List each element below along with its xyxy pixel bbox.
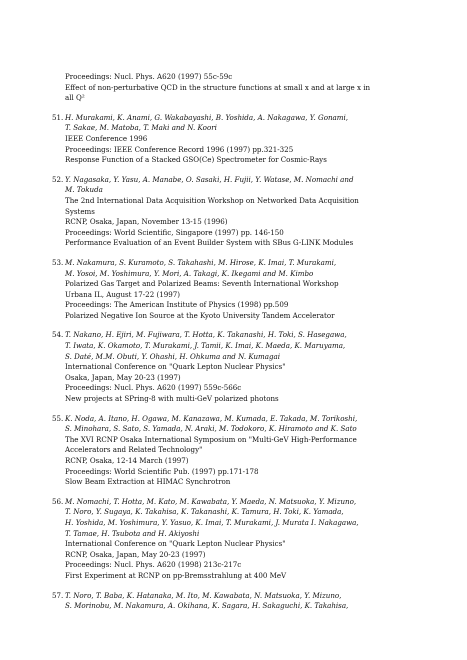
reference-line: First Experiment at RCNP on pp-Bremsstrahlung at 400 MeV <box>65 570 287 580</box>
reference-line: Urbana IL, August 17-22 (1997) <box>65 289 181 299</box>
reference-line: The XVI RCNP Osaka International Symposium on "Multi-GeV High-Performance <box>65 434 357 444</box>
reference-line: Polarized Gas Target and Polarized Beams: Seventh International Workshop <box>65 279 339 289</box>
reference-authors: S. Morinobu, M. Nakamura, A. Okihana, K. Sagara, H. Sakaguchi, K. Takahisa, <box>65 601 349 611</box>
reference-authors: T. Sakae, M. Matoba, T. Maki and N. Koori <box>65 123 217 133</box>
reference-authors: T. Noro, Y. Sugaya, K. Takahisa, K. Takanashi, K. Tamura, H. Toki, K. Yamada, <box>65 507 344 517</box>
reference-number: 55. <box>52 413 64 423</box>
reference-authors: T. Nakano, H. Ejiri, M. Fujiwara, T. Hotta, K. Takanashi, H. Toki, S. Hasegawa, <box>65 330 347 340</box>
reference-authors: T. Noro, T. Baba, K. Hatanaka, M. Ito, M. Kawabata, N. Matsuoka, Y. Mizuno, <box>65 590 342 600</box>
reference-entry <box>53 330 425 404</box>
reference-authors: Y. Nagasaka, Y. Yasu, A. Manabe, O. Sasaki, H. Fujii, Y. Watase, M. Nomachi and <box>65 174 354 184</box>
reference-authors: K. Noda, A. Itano, H. Ogawa, M. Kanazawa, M. Kumada, E. Takada, M. Torikoshi, <box>65 413 358 423</box>
reference-line: Slow Beam Extraction at HIMAC Synchrotron <box>65 477 231 487</box>
reference-line: Accelerators and Related Technology" <box>65 445 203 455</box>
reference-line: New projects at SPring-8 with multi-GeV polarized photons <box>65 394 279 404</box>
reference-authors: H. Yoshida, M. Yoshimura, Y. Yasuo, K. Imai, T. Murakami, J. Murata I. Nakagawa, <box>65 517 359 527</box>
reference-line: Osaka, Japan, May 20-23 (1997) <box>65 372 181 382</box>
reference-number: 51. <box>52 112 64 122</box>
reference-authors: T. Iwata, K. Okamoto, T. Murakami, J. Tamii, K. Imai, K. Maeda, K. Maruyama, <box>65 341 346 351</box>
reference-number: 53. <box>52 257 64 267</box>
reference-entry <box>53 497 425 582</box>
reference-line: all Q² <box>65 93 85 103</box>
reference-line: Proceedings: Nucl. Phys. A620 (1997) 559c-566c <box>65 383 242 393</box>
reference-entry <box>53 258 425 322</box>
reference-authors: M. Nakamura, S. Kuramoto, S. Takahashi, M. Hirose, K. Imai, T. Murakami, <box>65 257 337 267</box>
reference-line: RCNP, Osaka, Japan, November 13-15 (1996) <box>65 217 228 227</box>
reference-authors: S. Daté, M.M. Obuti, Y. Ohashi, H. Ohkuma and N. Kumagai <box>65 351 281 361</box>
reference-authors: H. Murakami, K. Anami, G. Wakabayashi, B. Yoshida, A. Nakagawa, Y. Gonami, <box>65 112 349 122</box>
reference-line: The 2nd International Data Acquisition Workshop on Networked Data Acquisition <box>65 195 359 205</box>
reference-authors: M. Yosoi, M. Yoshimura, Y. Mori, A. Takagi, K. Ikegami and M. Kimbo <box>65 268 314 278</box>
reference-line: Proceedings: World Scientific Pub. (1997) pp.171-178 <box>65 466 259 476</box>
reference-line: International Conference on "Quark Lepton Nuclear Physics" <box>65 539 286 549</box>
reference-line: International Conference on "Quark Lepton Nuclear Physics" <box>65 362 286 372</box>
reference-entry <box>53 113 425 166</box>
reference-line: Polarized Negative Ion Source at the Kyoto University Tandem Accelerator <box>65 310 335 320</box>
continued-reference <box>53 72 425 104</box>
reference-line: Proceedings: IEEE Conference Record 1996 (1997) pp.321-325 <box>65 144 294 154</box>
reference-line: IEEE Conference 1996 <box>65 133 148 143</box>
reference-entry <box>53 414 425 488</box>
reference-number: 52. <box>52 174 64 184</box>
reference-line: Proceedings: World Scientific, Singapore (1997) pp. 146-150 <box>65 227 284 237</box>
reference-authors: M. Tokuda <box>65 185 103 195</box>
reference-line: Response Function of a Stacked GSO(Ce) Spectrometer for Cosmic-Rays <box>65 155 327 165</box>
reference-entry <box>53 175 425 249</box>
reference-line: Proceedings: Nucl. Phys. A620 (1997) 55c-59c <box>65 72 233 81</box>
reference-number: 54. <box>52 330 64 340</box>
reference-authors: S. Minohara, S. Sato, S. Yamada, N. Araki, M. Todokoro, K. Hiramoto and K. Sato <box>65 424 357 434</box>
reference-authors: T. Tamae, H. Tsubota and H. Akiyoshi <box>65 528 200 538</box>
reference-authors: M. Nomachi, T. Hotta, M. Kato, M. Kawabata, Y. Maeda, N. Matsuoka, Y. Mizuno, <box>65 496 357 506</box>
reference-entry <box>53 591 425 612</box>
reference-line: RCNP, Osaka, Japan, May 20-23 (1997) <box>65 549 206 559</box>
reference-line: Proceedings: Nucl. Phys. A620 (1998) 213c-217c <box>65 560 242 570</box>
reference-line: Performance Evaluation of an Event Builder System with SBus G-LINK Modules <box>65 238 354 248</box>
reference-line: RCNP, Osaka, 12-14 March (1997) <box>65 456 189 465</box>
reference-list <box>53 72 425 612</box>
reference-line: Effect of non-perturbative QCD in the structure functions at small x and at large x in <box>65 82 371 92</box>
reference-line: Proceedings: The American Institute of Physics (1998) pp.509 <box>65 300 289 310</box>
reference-number: 57. <box>52 590 64 600</box>
reference-line: Systems <box>65 206 95 216</box>
reference-number: 56. <box>52 496 64 506</box>
